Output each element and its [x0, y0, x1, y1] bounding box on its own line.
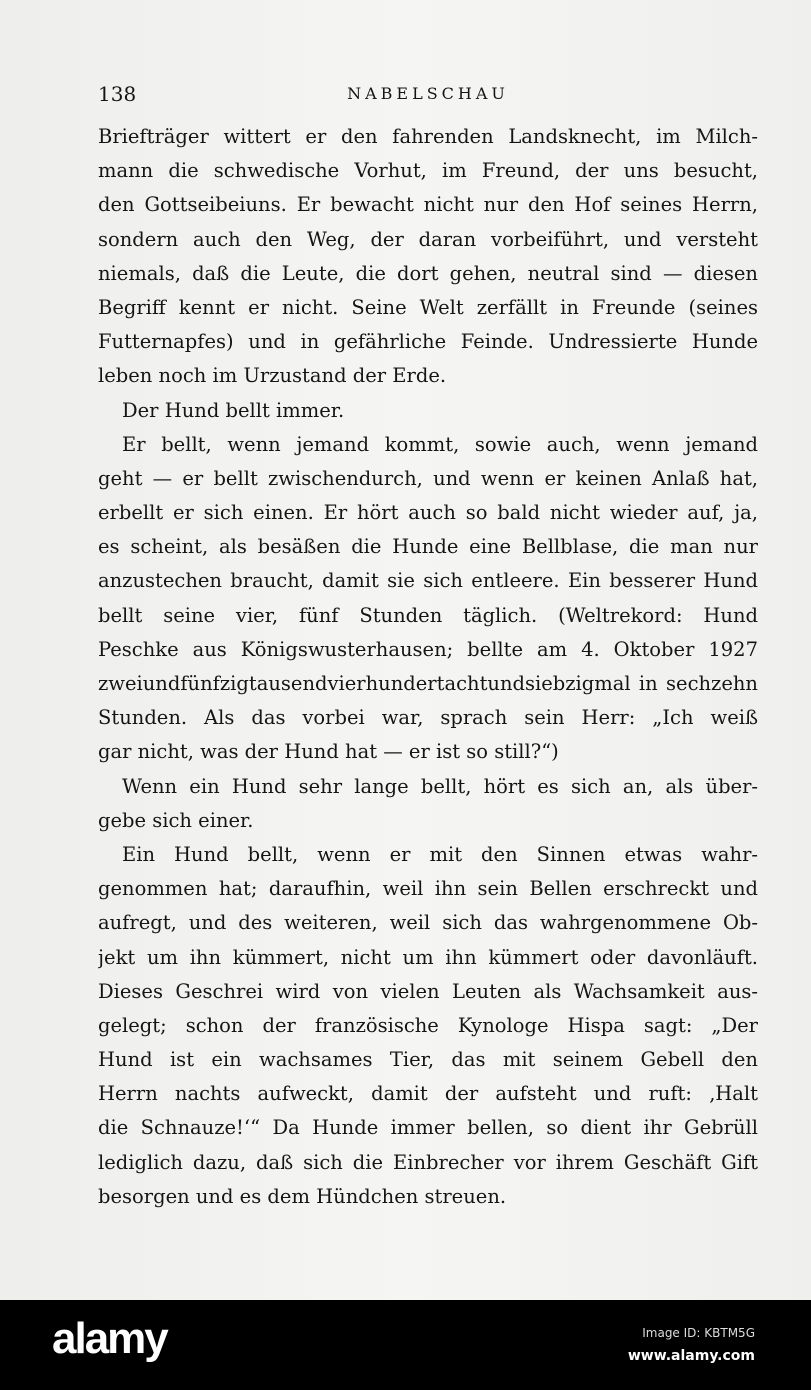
text-line: gebe sich einer. [98, 808, 254, 832]
text-line: gar nicht, was der Hund hat — er ist so still?“) [98, 740, 559, 764]
text-line: jekt um ihn kümmert, nicht um ihn kümmert oder davonläuft. [98, 945, 758, 969]
text-line: Ein Hund bellt, wenn er mit den Sinnen etwas wahr- [122, 842, 758, 866]
text-line: gelegt; schon der französische Kynologe Hispa sagt: „Der [98, 1013, 758, 1037]
text-line: Peschke aus Königswusterhausen; bellte am 4. Oktober 1927 [98, 637, 758, 661]
text-line: es scheint, als besäßen die Hunde eine Bellblase, die man nur [98, 535, 758, 559]
text-line: Der Hund bellt immer. [122, 398, 345, 422]
page-number: 138 [98, 82, 137, 106]
text-line: zweiundfünfzigtausendvierhundertachtundsiebzigmal in sechzehn [98, 672, 758, 695]
text-line: Stunden. Als das vorbei war, sprach sein Herr: „Ich weiß [98, 706, 758, 730]
text-line: Futternapfes) und in gefährliche Feinde. Undressierte Hunde [98, 330, 758, 354]
text-line: genommen hat; daraufhin, weil ihn sein Bellen erschreckt und [98, 877, 758, 901]
text-line: Wenn ein Hund sehr lange bellt, hört es sich an, als über- [122, 774, 758, 798]
text-line: besorgen und es dem Hündchen streuen. [98, 1184, 507, 1208]
text-line: Er bellt, wenn jemand kommt, sowie auch, wenn jemand [122, 432, 758, 456]
text-line: Briefträger wittert er den fahrenden Landsknecht, im Milch- [98, 125, 758, 148]
image-id: Image ID: KBTM5G [642, 1326, 755, 1340]
text-line: Begriff kennt er nicht. Seine Welt zerfällt in Freunde (seines [98, 295, 758, 319]
text-line: anzustechen braucht, damit sie sich entleere. Ein besserer Hund [98, 569, 758, 593]
text-line: die Schnauze!‘“ Da Hunde immer bellen, so dient ihr Gebrüll [98, 1116, 758, 1140]
text-line: niemals, daß die Leute, die dort gehen, neutral sind — diesen [98, 261, 758, 285]
text-line: lediglich dazu, daß sich die Einbrecher vor ihrem Geschäft Gift [98, 1150, 758, 1174]
watermark-bar [0, 1300, 811, 1390]
text-line: mann die schwedische Vorhut, im Freund, der uns besucht, [98, 159, 758, 183]
website-link: www.alamy.com [627, 1348, 755, 1364]
page-header [98, 82, 758, 110]
running-title: NABELSCHAU [347, 84, 509, 103]
text-line: bellt seine vier, fünf Stunden täglich. (Weltrekord: Hund [98, 603, 758, 627]
text-line: aufregt, und des weiteren, weil sich das wahrgenommene Ob- [98, 911, 758, 935]
text-line: leben noch im Urzustand der Erde. [98, 364, 447, 388]
text-line: erbellt er sich einen. Er hört auch so bald nicht wieder auf, ja, [98, 501, 758, 525]
text-line: den Gottseibeiuns. Er bewacht nicht nur den Hof seines Herrn, [98, 193, 758, 217]
text-line: Hund ist ein wachsames Tier, das mit seinem Gebell den [98, 1048, 758, 1072]
text-line: sondern auch den Weg, der daran vorbeiführt, und versteht [98, 227, 758, 251]
body-text [98, 120, 758, 1214]
text-line: Herrn nachts aufweckt, damit der aufsteht und ruft: ‚Halt [98, 1082, 758, 1106]
text-line: Dieses Geschrei wird von vielen Leuten als Wachsamkeit aus- [98, 979, 758, 1003]
alamy-logo: alamy [52, 1314, 167, 1363]
text-line: geht — er bellt zwischendurch, und wenn er keinen Anlaß hat, [98, 466, 758, 490]
